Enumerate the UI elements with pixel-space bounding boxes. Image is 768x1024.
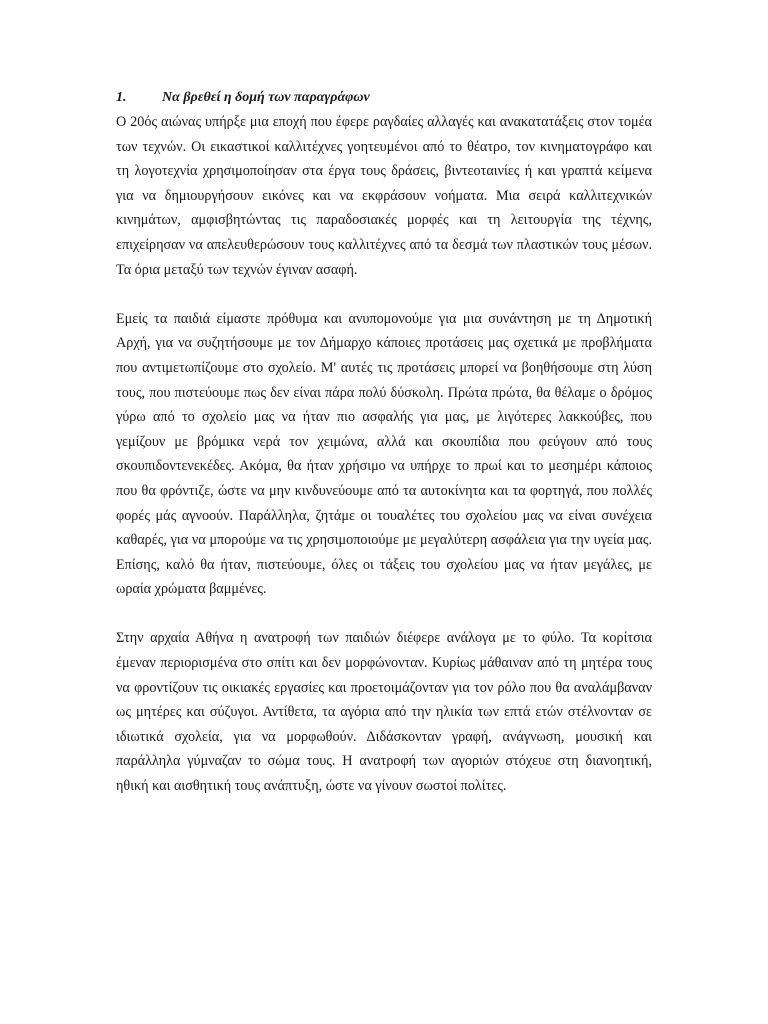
paragraph-school-proposals: Εμείς τα παιδιά είμαστε πρόθυμα και ανυπομονούμε για μια συνάντηση με τη Δημοτική Αρχή, για να συζητήσουμε με τον Δήμαρχο κάποιες προτάσεις μας σχετικά με προβλήματα που αντιμετωπίζουμε στο σχολείο. Μ' αυτές τις προτάσεις μπορεί να βοηθήσουμε στη λύση τους, που πιστεύουμε πως δεν είναι πάρα πολύ δύσκολη. Πρώτα πρώτα, θα θέλαμε ο δρόμος γύρω από το σχολείο μας να ήταν πιο ασφαλής για μας, με λιγότερες λακκούβες, που γεμίζουν με βρόμικα νερά τον χειμώνα, αλλά και σκουπίδια που φεύγουν από τους σκουπιδοντενεκέδες. Ακόμα, θα ήταν χρήσιμο να υπήρχε το πρωί και το μεσημέρι κάποιος που θα φρόντιζε, ώστε να μην κινδυνεύουμε από τα αυτοκίνητα και τα φορτηγά, που πολλές φορές μάς αγνοούν. Παράλληλα, ζητάμε οι τουαλέτες του σχολείου μας να είναι συνέχεια καθαρές, για να μπορούμε να τις χρησιμοποιούμε με μεγαλύτερη ασφάλεια για την υγεία μας. Επίσης, καλό θα ήταν, πιστεύουμε, όλες οι τάξεις του σχολείου μας να ήταν μεγάλες, με ωραία χρώματα βαμμένες. — [116, 310, 652, 598]
exercise-heading — [116, 86, 652, 110]
exercise-title: Να βρεθεί η δομή των παραγράφων — [162, 90, 370, 105]
paragraph-arts: Ο 20ός αιώνας υπήρξε μια εποχή που έφερε ραγδαίες αλλαγές και ανακατατάξεις στον τομέα των τεχνών. Οι εικαστικοί καλλιτέχνες γοητευμένοι από το θέατρο, τον κινηματογράφο και τη λογοτεχνία χρησιμοποίησαν στα έργα τους δράσεις, βιντεοταινίες ή και γραπτά κείμενα για να δημιουργήσουν εικόνες και να εκφράσουν νοήματα. Μια σειρά καλλιτεχνικών κινημάτων, αμφισβητώντας τις παραδοσιακές μορφές και τη λειτουργία της τέχνης, επιχείρησαν να απελευθερώσουν τους καλλιτέχνες από τα δεσμά των πλαστικών τους μέσων. Τα όρια μεταξύ των τεχνών έγιναν ασαφή. — [116, 114, 652, 278]
exercise-number: 1. — [116, 90, 127, 105]
document-page — [116, 86, 652, 799]
paragraph-ancient-athens: Στην αρχαία Αθήνα η ανατροφή των παιδιών διέφερε ανάλογα με το φύλο. Τα κορίτσια έμεναν περιορισμένα στο σπίτι και δεν μορφώνονταν. Κυρίως μάθαιναν από τη μητέρα τους να φροντίζουν τις οικιακές εργασίες και προετοιμάζονταν για τον ρόλο που θα αναλάμβαναν ως μητέρες και σύζυγοι. Αντίθετα, τα αγόρια από την ηλικία των επτά ετών στέλνονταν σε ιδιωτικά σχολεία, για να μορφωθούν. Διδάσκονταν γραφή, ανάγνωση, μουσική και παράλληλα γύμναζαν το σώμα τους. Η ανατροφή των αγοριών στόχευε στη διανοητική, ηθική και αισθητική τους ανάπτυξη, ώστε να γίνουν σωστοί πολίτες. — [116, 630, 652, 795]
